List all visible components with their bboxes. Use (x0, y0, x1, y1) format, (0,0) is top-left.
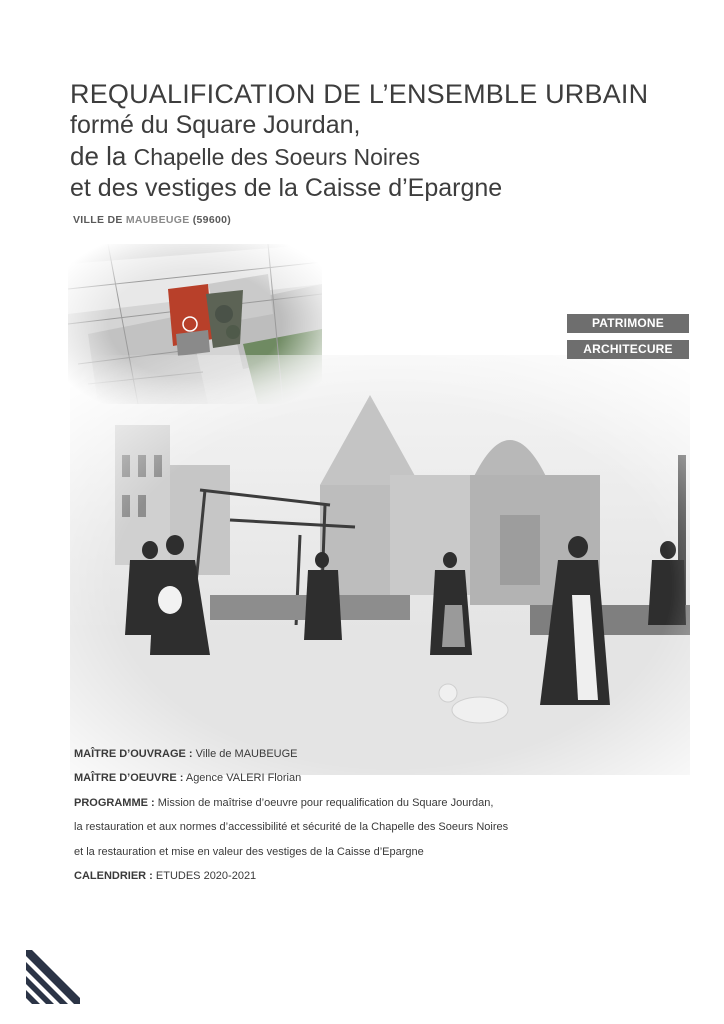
credit-label: MAÎTRE D’OUVRAGE : (74, 748, 193, 760)
subtitle-city: MAUBEUGE (125, 214, 190, 226)
credit-line (74, 766, 674, 790)
credit-label: PROGRAMME : (74, 796, 155, 809)
credit-value: Mission de maîtrise d’oeuvre pour requalification du Square Jourdan, (154, 796, 494, 809)
title-line-3-prefix: de la (70, 141, 134, 171)
credit-value: Ville de MAUBEUGE (192, 748, 298, 760)
title-block (70, 78, 690, 204)
credit-line (74, 742, 674, 766)
credit-line (74, 864, 674, 888)
tag-patrimoine: PATRIMONE (567, 314, 689, 333)
project-credits (74, 742, 674, 888)
tag-architecture: ARCHITECURE (567, 340, 689, 359)
credit-line (74, 840, 674, 864)
title-line-4: et des vestiges de la Caisse d’Epargne (70, 174, 503, 202)
title-line-1: REQUALIFICATION DE L’ENSEMBLE URBAIN (70, 79, 649, 109)
historic-market-photo (70, 355, 690, 775)
title-line-3 (70, 141, 690, 173)
credit-label: CALENDRIER : (74, 870, 153, 883)
title-line-2: formé du Square Jourdan, (70, 111, 361, 139)
credit-value: et la restauration et mise en valeur des vestiges de la Caisse d’Epargne (74, 845, 424, 858)
credit-value: la restauration et aux normes d’accessibilité et sécurité de la Chapelle des Soeurs Noires (74, 821, 509, 834)
credit-value: Agence VALERI Florian (183, 772, 302, 785)
credit-value: ETUDES 2020-2021 (152, 870, 257, 883)
subtitle-suffix: (59600) (189, 214, 232, 226)
agency-logo-icon (26, 950, 80, 1004)
subtitle (73, 214, 231, 226)
credit-line (74, 815, 674, 839)
credit-label: MAÎTRE D’OEUVRE : (74, 772, 184, 785)
credit-line (74, 791, 674, 815)
title-line-3-rest: Chapelle des Soeurs Noires (133, 144, 420, 170)
subtitle-prefix: VILLE DE (73, 214, 126, 226)
